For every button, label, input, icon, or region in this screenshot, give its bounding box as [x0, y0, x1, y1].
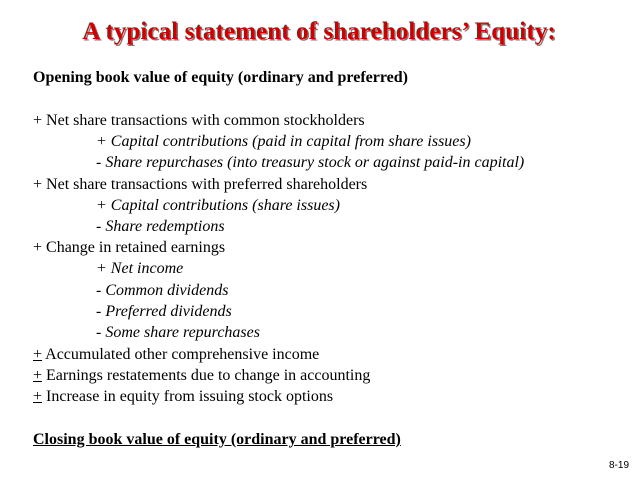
line-net-income: + Net income: [96, 260, 184, 277]
line-preferred-dividends: - Preferred dividends: [96, 303, 232, 320]
slide-title: A typical statement of shareholders’ Equity:: [82, 18, 556, 45]
closing-line: Closing book value of equity (ordinary and preferred): [33, 431, 401, 448]
plus-sign: +: [33, 176, 43, 193]
line-share-redemptions: - Share redemptions: [96, 218, 225, 235]
line-aoci: [33, 345, 319, 365]
line-text: Net share transactions with common stockholders: [42, 112, 365, 129]
page-number: 8-19: [608, 460, 629, 471]
opening-line: Opening book value of equity (ordinary and preferred): [33, 69, 408, 86]
line-stock-options: [33, 387, 333, 407]
line-text: Net share transactions with preferred shareholders: [42, 176, 368, 193]
line-common-dividends: - Common dividends: [96, 282, 229, 299]
line-capital-contributions-preferred: + Capital contributions (share issues): [96, 197, 340, 214]
plus-sign: +: [33, 112, 43, 129]
line-preferred-transactions: [33, 175, 367, 195]
line-common-transactions: [33, 111, 365, 131]
plus-minus-sign: +: [33, 367, 43, 384]
line-some-share-repurchases: - Some share repurchases: [96, 324, 260, 341]
line-retained-earnings: [33, 238, 225, 258]
line-restatements: [33, 366, 370, 386]
line-text: Accumulated other comprehensive income: [42, 346, 320, 363]
plus-minus-sign: +: [33, 346, 43, 363]
line-text: Increase in equity from issuing stock options: [42, 388, 334, 405]
line-text: Change in retained earnings: [42, 239, 226, 256]
line-text: Earnings restatements due to change in accounting: [42, 367, 371, 384]
plus-sign: +: [33, 239, 43, 256]
line-capital-contributions-common: + Capital contributions (paid in capital from share issues): [96, 133, 471, 150]
line-share-repurchases: - Share repurchases (into treasury stock or against paid-in capital): [96, 154, 525, 171]
plus-minus-sign: +: [33, 388, 43, 405]
